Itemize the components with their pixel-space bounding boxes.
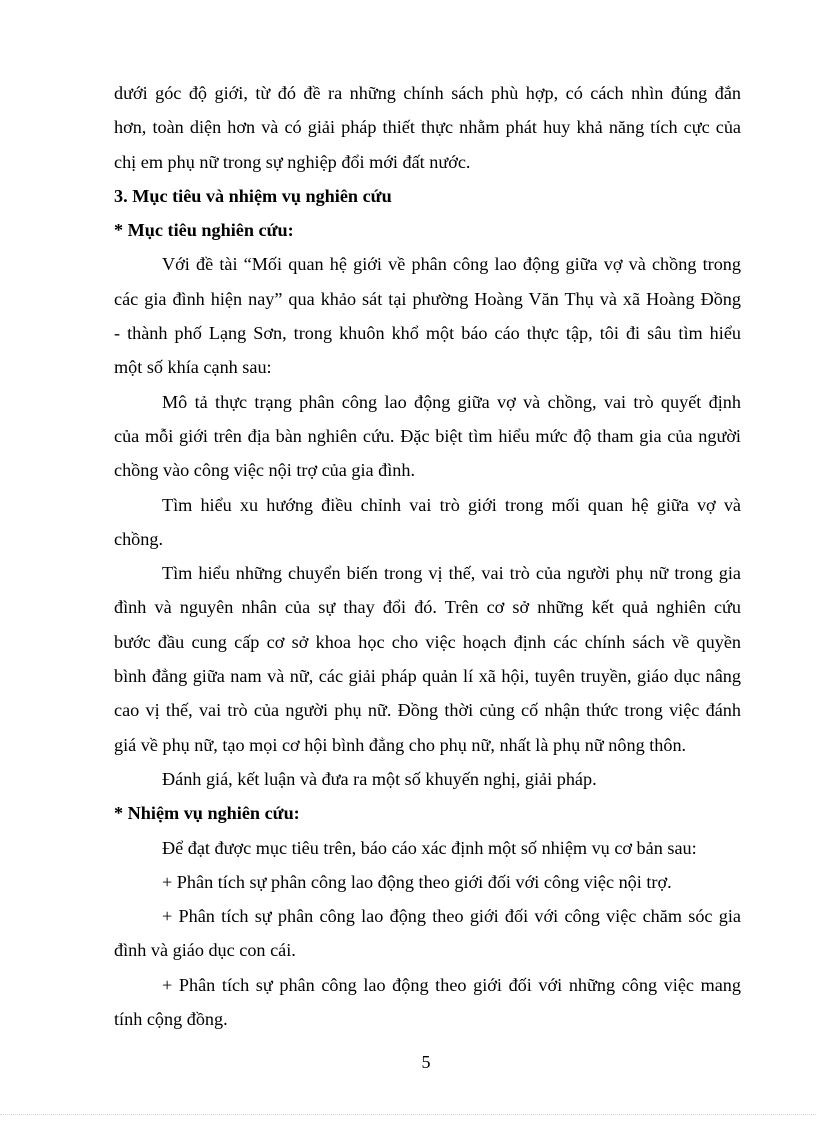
text-line: Để đạt được mục tiêu trên, báo cáo xác định một số nhiệm vụ cơ bản sau: [162,837,697,858]
text-line: giá về phụ nữ, tạo mọi cơ hội bình đẳng cho phụ nữ, nhất là phụ nữ nông thôn. [114,734,687,755]
text-line: đình và nguyên nhân của sự thay đổi đó. Trên cơ sở những kết quả nghiên cứu [114,597,741,618]
text-line: tính cộng đồng. [114,1009,228,1030]
text-line: cao vị thế, vai trò của người phụ nữ. Đồng thời củng cố nhận thức trong việc đánh [114,700,741,721]
text-line: hơn, toàn diện hơn và có giải pháp thiết thực nhằm phát huy khả năng tích cực của [114,117,741,138]
text-line: Đánh giá, kết luận và đưa ra một số khuyến nghị, giải pháp. [162,768,597,789]
section-heading: * Nhiệm vụ nghiên cứu: [114,803,300,824]
text-line: của mỗi giới trên địa bàn nghiên cứu. Đặc biệt tìm hiểu mức độ tham gia của người [114,425,741,446]
text-line: + Phân tích sự phân công lao động theo giới đối với công việc chăm sóc gia [162,906,741,927]
text-line: một số khía cạnh sau: [114,357,272,378]
section-heading: * Mục tiêu nghiên cứu: [114,220,294,241]
text-line: chị em phụ nữ trong sự nghiệp đổi mới đất nước. [114,151,471,172]
text-line: dưới góc độ giới, từ đó đề ra những chính sách phù hợp, có cách nhìn đúng đắn [114,83,741,103]
page-number: 5 [421,1052,431,1072]
document-body [114,76,741,1036]
text-line: chồng. [114,528,163,549]
text-line: các gia đình hiện nay” qua khảo sát tại phường Hoàng Văn Thụ và xã Hoàng Đồng [114,288,741,309]
section-heading: 3. Mục tiêu và nhiệm vụ nghiên cứu [114,185,392,206]
text-line: + Phân tích sự phân công lao động theo giới đối với những công việc mang [162,974,741,995]
page-bottom-divider [0,1114,816,1115]
text-line: + Phân tích sự phân công lao động theo giới đối với công việc nội trợ. [162,871,672,892]
text-line: chồng vào công việc nội trợ của gia đình. [114,460,416,481]
text-line: Với đề tài “Mối quan hệ giới về phân công lao động giữa vợ và chồng trong [162,254,741,275]
text-line: Mô tả thực trạng phân công lao động giữa vợ và chồng, vai trò quyết định [162,391,741,412]
text-line: bước đầu cung cấp cơ sở khoa học cho việc hoạch định các chính sách về quyền [114,631,741,652]
text-line: Tìm hiểu xu hướng điều chỉnh vai trò giới trong mối quan hệ giữa vợ và [162,494,741,515]
text-line: Tìm hiểu những chuyển biến trong vị thế, vai trò của người phụ nữ trong gia [162,563,741,584]
text-line: đình và giáo dục con cái. [114,940,296,961]
text-line: - thành phố Lạng Sơn, trong khuôn khổ một báo cáo thực tập, tôi đi sâu tìm hiểu [114,323,741,344]
text-line: bình đẳng giữa nam và nữ, các giải pháp quản lí xã hội, tuyên truyền, giáo dục nâng [114,666,741,687]
